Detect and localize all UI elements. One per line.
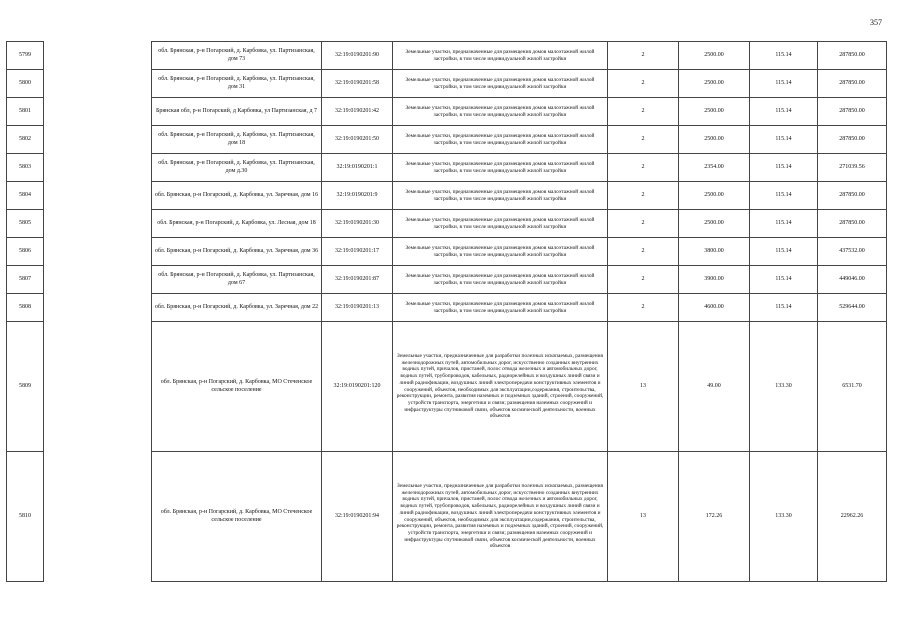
record-number: 5804 [7,182,44,210]
specific-value: 115.14 [750,154,818,182]
address-cell: обл. Брянская, р-н Погарский, д. Карбовка, ул. Партизанская, дом 73 [152,42,322,70]
empty-cell [44,452,152,582]
empty-cell [44,70,152,98]
area-value: 49.00 [679,322,750,452]
cadastral-value: 437532.00 [818,238,887,266]
table-row [7,322,887,452]
cadastral-number: 32:19:0190201:120 [322,322,393,452]
cadastral-number: 32:19:0190201:9 [322,182,393,210]
land-use-purpose: Земельные участки, предназначенные для размещения домов малоэтажной жилой застройки, в том числе индивидуальной жилой застройки [393,182,608,210]
record-number: 5810 [7,452,44,582]
empty-cell [44,126,152,154]
land-use-purpose: Земельные участки, предназначенные для размещения домов малоэтажной жилой застройки, в том числе индивидуальной жилой застройки [393,154,608,182]
cadastral-value: 22962.26 [818,452,887,582]
cadastral-number: 32:19:0190201:50 [322,126,393,154]
registry-rows [7,42,887,582]
record-number: 5799 [7,42,44,70]
address-cell: обл. Брянская, р-н Погарский, д. Карбовка, ул. Лесная, дом 18 [152,210,322,238]
record-number: 5803 [7,154,44,182]
specific-value: 115.14 [750,70,818,98]
area-value: 2354.00 [679,154,750,182]
area-value: 2500.00 [679,42,750,70]
cadastral-number: 32:19:0190201:42 [322,98,393,126]
land-use-purpose: Земельные участки, предназначенные для размещения домов малоэтажной жилой застройки, в том числе индивидуальной жилой застройки [393,126,608,154]
specific-value: 115.14 [750,98,818,126]
area-value: 2500.00 [679,182,750,210]
cadastral-value: 287850.00 [818,70,887,98]
cadastral-value: 529644.00 [818,294,887,322]
cadastral-value: 287850.00 [818,210,887,238]
record-number: 5809 [7,322,44,452]
group-number: 2 [608,154,679,182]
cadastral-number: 32:19:0190201:30 [322,210,393,238]
record-number: 5806 [7,238,44,266]
land-use-purpose: Земельные участки, предназначенные для размещения домов малоэтажной жилой застройки, в том числе индивидуальной жилой застройки [393,294,608,322]
table-row [7,294,887,322]
specific-value: 115.14 [750,126,818,154]
table-row [7,126,887,154]
record-number: 5801 [7,98,44,126]
empty-cell [44,266,152,294]
specific-value: 115.14 [750,42,818,70]
cadastral-number: 32:19:0190201:87 [322,266,393,294]
address-cell: обл. Брянская, р-н Погарский, д. Карбовка, МО Стеченское сельское поселение [152,452,322,582]
empty-cell [44,294,152,322]
cadastral-number: 32:19:0190201:17 [322,238,393,266]
cadastral-value: 6531.70 [818,322,887,452]
empty-cell [44,98,152,126]
group-number: 13 [608,322,679,452]
land-use-purpose: Земельные участки, предназначенные для разработки полезных ископаемых, размещения железнодорожных путей, автомобильных дорог, искусственно созданных внутренних водных путей, причалов, пристаней, полос отвода железных и автомобильных дорог, водных путей, трубопроводов, кабельных, радиорелейных и воздушных линий связи и линий радиофикации, воздушных линий электропередачи конструктивных элементов и сооружений, объектов, необходимых для эксплуатации,содержания, строительства, реконструкции, ремонта, развития наземных и подземных зданий, строений, сооружений, устройств транспорта, энергетики и связи; размещения наземных сооружений и инфраструктуры спутниковой связи, объектов космической деятельности, военных объектов [393,452,608,582]
land-use-purpose: Земельные участки, предназначенные для разработки полезных ископаемых, размещения железнодорожных путей, автомобильных дорог, искусственно созданных внутренних водных путей, причалов, пристаней, полос отвода железных и автомобильных дорог, водных путей, трубопроводов, кабельных, радиорелейных и воздушных линий связи и линий радиофикации, воздушных линий электропередачи конструктивных элементов и сооружений, объектов, необходимых для эксплуатации,содержания, строительства, реконструкции, ремонта, развития наземных и подземных зданий, строений, сооружений, устройств транспорта, энергетики и связи; размещения наземных сооружений и инфраструктуры спутниковой связи, объектов космической деятельности, военных объектов [393,322,608,452]
land-use-purpose: Земельные участки, предназначенные для размещения домов малоэтажной жилой застройки, в том числе индивидуальной жилой застройки [393,70,608,98]
area-value: 4600.00 [679,294,750,322]
cadastral-value: 449046.00 [818,266,887,294]
area-value: 2500.00 [679,210,750,238]
group-number: 2 [608,294,679,322]
group-number: 2 [608,238,679,266]
group-number: 2 [608,182,679,210]
table-row [7,266,887,294]
empty-cell [44,154,152,182]
address-cell: обл. Брянская, р-н Погарский, д. Карбовка, ул. Партизанская, дом 18 [152,126,322,154]
page-number: 357 [870,18,882,27]
table-row [7,452,887,582]
cadastral-value: 271039.56 [818,154,887,182]
land-use-purpose: Земельные участки, предназначенные для размещения домов малоэтажной жилой застройки, в том числе индивидуальной жилой застройки [393,266,608,294]
record-number: 5800 [7,70,44,98]
record-number: 5808 [7,294,44,322]
group-number: 2 [608,70,679,98]
group-number: 2 [608,42,679,70]
land-use-purpose: Земельные участки, предназначенные для размещения домов малоэтажной жилой застройки, в том числе индивидуальной жилой застройки [393,210,608,238]
address-cell: обл. Брянская, р-н Погарский, д. Карбовка, ул. Заречная, дом 16 [152,182,322,210]
address-cell: обл. Брянская, р-н Погарский, д. Карбовка, МО Стеченское сельское поселение [152,322,322,452]
specific-value: 115.14 [750,294,818,322]
table-row [7,70,887,98]
land-registry-table [6,41,887,582]
specific-value: 115.14 [750,266,818,294]
specific-value: 133.30 [750,452,818,582]
group-number: 2 [608,126,679,154]
land-use-purpose: Земельные участки, предназначенные для размещения домов малоэтажной жилой застройки, в том числе индивидуальной жилой застройки [393,42,608,70]
address-cell: обл. Брянская, р-н Погарский, д. Карбовка, ул. Заречная, дом 22 [152,294,322,322]
land-use-purpose: Земельные участки, предназначенные для размещения домов малоэтажной жилой застройки, в том числе индивидуальной жилой застройки [393,238,608,266]
area-value: 3800.00 [679,238,750,266]
address-cell: Брянская обл, р-н Погарский, д Карбовка, ул Партизанская, д 7 [152,98,322,126]
empty-cell [44,42,152,70]
table-row [7,210,887,238]
cadastral-number: 32:19:0190201:58 [322,70,393,98]
empty-cell [44,182,152,210]
specific-value: 115.14 [750,238,818,266]
area-value: 3900.00 [679,266,750,294]
area-value: 2500.00 [679,126,750,154]
cadastral-value: 287850.00 [818,98,887,126]
empty-cell [44,238,152,266]
table-row [7,154,887,182]
table-row [7,238,887,266]
specific-value: 133.30 [750,322,818,452]
group-number: 13 [608,452,679,582]
table-row [7,98,887,126]
cadastral-number: 32:19:0190201:94 [322,452,393,582]
cadastral-value: 287850.00 [818,126,887,154]
land-use-purpose: Земельные участки, предназначенные для размещения домов малоэтажной жилой застройки, в том числе индивидуальной жилой застройки [393,98,608,126]
specific-value: 115.14 [750,210,818,238]
cadastral-number: 32:19:0190201:1 [322,154,393,182]
empty-cell [44,322,152,452]
group-number: 2 [608,210,679,238]
table-row [7,182,887,210]
cadastral-number: 32:19:0190201:90 [322,42,393,70]
cadastral-number: 32:19:0190201:13 [322,294,393,322]
address-cell: обл. Брянская, р-н Погарский, д. Карбовка, ул. Партизанская, дом д.30 [152,154,322,182]
address-cell: обл. Брянская, р-н Погарский, д. Карбовка, ул. Партизанская, дом 67 [152,266,322,294]
record-number: 5807 [7,266,44,294]
group-number: 2 [608,266,679,294]
area-value: 172.26 [679,452,750,582]
address-cell: обл. Брянская, р-н Погарский, д. Карбовка, ул. Заречная, дом 36 [152,238,322,266]
cadastral-value: 287850.00 [818,182,887,210]
cadastral-value: 287850.00 [818,42,887,70]
record-number: 5805 [7,210,44,238]
record-number: 5802 [7,126,44,154]
specific-value: 115.14 [750,182,818,210]
empty-cell [44,210,152,238]
address-cell: обл. Брянская, р-н Погарский, д. Карбовка, ул. Партизанская, дом 31 [152,70,322,98]
table-row [7,42,887,70]
area-value: 2500.00 [679,98,750,126]
group-number: 2 [608,98,679,126]
area-value: 2500.00 [679,70,750,98]
